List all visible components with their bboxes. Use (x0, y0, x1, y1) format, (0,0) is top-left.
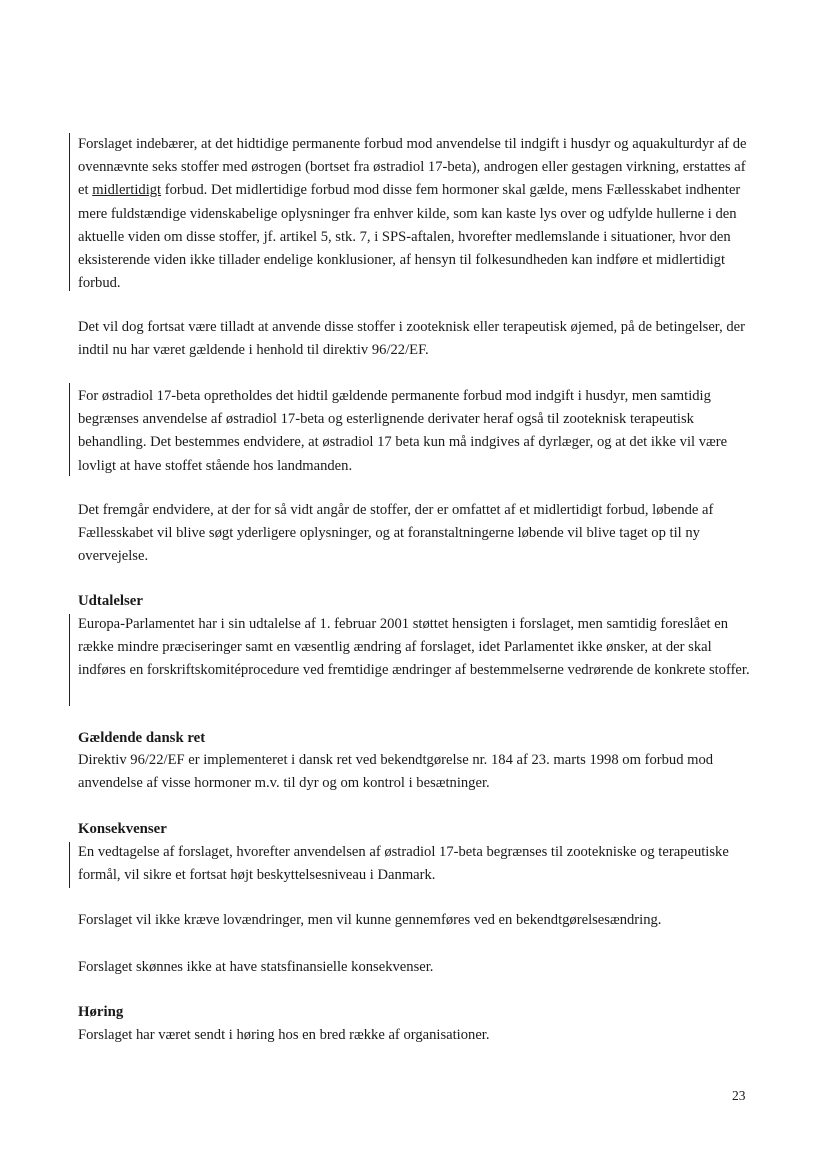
paragraph-direktiv: Direktiv 96/22/EF er implementeret i dansk ret ved bekendtgørelse nr. 184 af 23. marts 1998 om forbud mod anvendelse af visse hormoner m.v. til dyr og om kontrol i besætninger. (78, 752, 714, 792)
change-bar (69, 383, 70, 476)
paragraph-statsfinansielle: Forslaget skønnes ikke at have statsfinansielle konsekvenser. (78, 959, 434, 975)
paragraph-vedtagelse: En vedtagelse af forslaget, hvorefter anvendelsen af østradiol 17-beta begrænses til zootekniske og terapeutiske formål, vil sikre et fortsat højt beskyttelsesniveau i Danmark. (78, 844, 729, 884)
paragraph-text: Forslaget indebærer, at det hidtidige permanente forbud mod anvendelse til indgift i husdyr og aquakulturdyr af de ovennævnte seks stoffer med østrogen (bortset fra østradiol 17-beta), androgen eller gestagen virkning, erstattes af et (78, 136, 747, 199)
paragraph-text: forbud. Det midlertidige forbud mod disse fem hormoner skal gælde, mens Fællesskabet indhenter mere fuldstændige videnskabelige oplysninger fra enhver kilde, som kan kaste lys over og udfylde hullerne i den aktuelle viden om disse stoffer, jf. artikel 5, stk. 7, i SPS-aftalen, hvorefter medlemslande i situationer, hvor den eksisterende viden ikke tillader endelige konklusioner, af hensyn til folkesundheden kan indføre et midlertidigt forbud. (78, 182, 741, 292)
heading-horing: Høring (78, 1004, 124, 1020)
change-bar (69, 842, 70, 888)
paragraph-europa-parlamentet: Europa-Parlamentet har i sin udtalelse af 1. februar 2001 støttet hensigten i forslaget, men samtidig foreslået en række mindre præciseringer samt en væsentlig ændring af forslaget, idet Parlamentet ikke ønsker, at der skal indføres en forskriftskomitéprocedure ved fremtidige ændringer af bestemmelserne vedrørende de konkrete stoffer. (78, 616, 750, 679)
paragraph-fremgar: Det fremgår endvidere, at der for så vidt angår de stoffer, der er omfattet af et midlertidigt forbud, løbende af Fællesskabet vil blive søgt yderligere oplysninger, og at foranstaltningerne løbende vil blive taget op til ny overvejelse. (78, 502, 714, 565)
heading-konsekvenser: Konsekvenser (78, 821, 167, 837)
heading-udtalelser: Udtalelser (78, 593, 143, 609)
change-bar (69, 614, 70, 706)
paragraph-lovaendringer: Forslaget vil ikke kræve lovændringer, men vil kunne gennemføres ved en bekendtgørelsesændring. (78, 912, 662, 928)
paragraph-horing: Forslaget har været sendt i høring hos en bred række af organisationer. (78, 1027, 490, 1043)
heading-gaeldende-dansk-ret: Gældende dansk ret (78, 730, 206, 746)
change-bar (69, 133, 70, 291)
paragraph-ostradiol: For østradiol 17-beta opretholdes det hidtil gældende permanente forbud mod indgift i husdyr, men samtidig begrænses anvendelse af østradiol 17-beta og esterlignende derivater heraf også til zooteknisk terapeutisk behandling. Det bestemmes endvidere, at østradiol 17 beta kun må indgives af dyrlæger, og at det ikke vil være lovligt at have stoffet stående hos landmanden. (78, 388, 728, 474)
paragraph-forslaget (78, 133, 758, 295)
paragraph-tilladt: Det vil dog fortsat være tilladt at anvende disse stoffer i zooteknisk eller terapeutisk øjemed, på de betingelser, der indtil nu har været gældende i henhold til direktiv 96/22/EF. (78, 319, 746, 359)
page-number: 23 (732, 1088, 746, 1103)
underlined-word: midlertidigt (92, 182, 162, 199)
